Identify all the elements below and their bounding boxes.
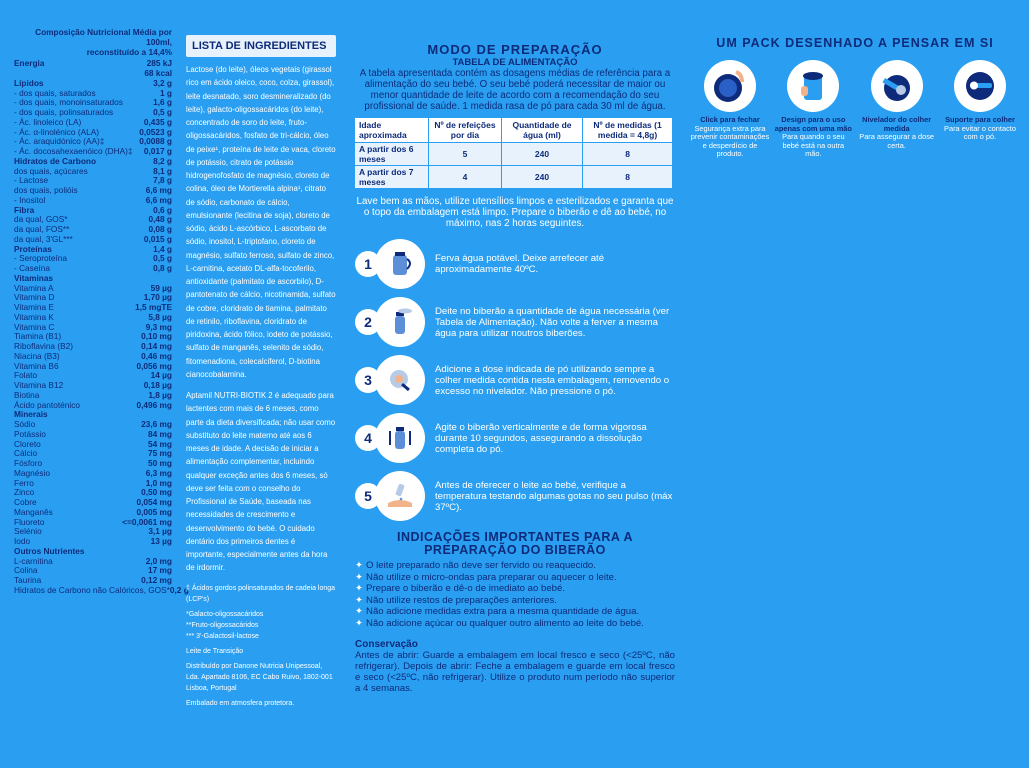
spoon-leveler-icon: [871, 60, 923, 112]
nutrient-value: 0,08 g: [148, 224, 172, 234]
table-row: [14, 196, 172, 206]
nutrient-label: - dos quais, saturados: [14, 87, 96, 98]
nutrient-value: 75 mg: [148, 448, 172, 459]
wrist-test-icon: [375, 471, 425, 521]
nutrient-value: 3,2 g: [153, 77, 172, 88]
sparkle-icon: ✦: [355, 594, 364, 606]
step-1: [355, 235, 675, 293]
nutrient-value: 1,4 g: [153, 243, 172, 254]
nutrient-value: 0,14 mg: [141, 341, 172, 351]
nutrient-label: Hidratos de Carbono não Calóricos, GOS*: [14, 584, 170, 595]
list-item: ✦ Não adicione açúcar ou qualquer outro alimento ao leite do bebé.: [355, 617, 644, 629]
sparkle-icon: ✦: [355, 606, 364, 617]
pack-features: [690, 60, 1020, 159]
click-lid-icon: [704, 60, 756, 112]
nutrient-value: 0,0523 g: [139, 126, 172, 137]
kettle-icon: [375, 239, 425, 289]
nutrient-label: - Ác. linoleico (LA): [14, 116, 82, 127]
list-item: ✦ Não adicione medidas extra para a mesma quantidade de água.: [355, 606, 640, 617]
nutrient-value: 1,0 mg: [145, 477, 172, 488]
nutrient-label: Manganês: [14, 506, 53, 517]
bottle-fill-icon: [375, 297, 425, 347]
nutrient-label: - dos quais, monoinsaturados: [14, 97, 123, 108]
list-item: ✦ O leite preparado não deve ser fervido ou reaquecido.: [355, 560, 596, 571]
nutrient-label: - Ác. araquidónico (AA)‡: [14, 136, 105, 147]
list-item: ✦ Prepare o biberão e dê-o de imediato ao bebé.: [355, 583, 565, 594]
nutrient-value: 50 mg: [148, 458, 172, 468]
step-number: 5: [355, 483, 381, 509]
nutrient-value: 0,054 mg: [136, 497, 172, 507]
nutrient-value: 0,5 g: [153, 253, 172, 264]
step-number: 3: [355, 367, 381, 393]
nutrient-value: 1,6 g: [153, 97, 172, 108]
pack-feature-holder: Suporte para colher Para evitar o contacto com o pó.: [940, 60, 1020, 159]
step-text: Deite no biberão a quantidade de água necessária (ver Tabela de Alimentação). Não volte a ferver a mesma água para utilizar noutros biberões.: [435, 305, 670, 339]
pack-title: UM PACK DESENHADO A PENSAR EM SI: [716, 36, 994, 50]
nutrient-label: Hidratos de Carbono: [14, 155, 97, 166]
feeding-header-age: Idade aproximada: [355, 118, 429, 143]
pack-feature-onehand: Design para o uso apenas com uma mão Para quando o seu bebé está na outra mão.: [773, 60, 853, 159]
nutrient-value: 1,5 mgTE: [135, 302, 172, 312]
feeding-table-title: TABELA DE ALIMENTAÇÃO: [452, 57, 578, 68]
nutrient-label: Vitamina B12: [14, 380, 64, 390]
step-5: [355, 467, 675, 525]
nutrient-label: Proteínas: [14, 243, 52, 254]
step-4: [355, 409, 675, 467]
ingredients-text: Lactose (do leite), óleos vegetais (girassol rico em ácido oleico, coco, colza, girassol), leite desnatado, soro desmineralizado (do leite), galacto-oligossacáridos (do leite), concentrado de soro do leite, fruto-oligossacáridos, fosfato de tri-cálcio, óleo de peixe¹, proteína de leite de vaca, cloreto de potássio, citrato de potássio hidrogenofosfato de magnésio, cloreto de colina, óleo de Mortierella alpina¹, citrato de sódio, carbonato de cálcio, emulsionante (lecitina de soja), cloreto de sódio, ácido L-ascórbico, L-ascorbato de sódio, inositol, L-triptofano, cloreto de magnésio, sulfato ferroso, sulfato de zinco, L-carnitina, acetato DL-alfa-tocoferilo, antioxidante (palmitato de ascorbilo), D-pantotenato de cálcio, nicotinamida, sulfato de cobre, cloridrato de tiamina, palmitato de retinilo, riboflavina, cloridrato de piridoxina, ácido fólico, iodeto de potássio, sulfato de manganês, selenito de sódio, fitomenadiona, colecalciferol, D-biotina cianocobalamina.: [186, 65, 336, 379]
nutrient-label: Energia: [14, 58, 45, 69]
nutrient-value: 1,70 µg: [143, 292, 172, 303]
nutrient-label: Biotina: [14, 389, 40, 400]
packaging-note: Embalado em atmosfera protetora.: [186, 699, 295, 707]
nutrient-value: 59 µg: [150, 282, 172, 293]
feeding-table: [355, 118, 673, 188]
nutrient-value: 68 kcal: [144, 68, 172, 78]
table-row: [14, 527, 172, 537]
product-advice-text: Aptamil NUTRI-BIOTIK 2 é adequado para lactentes com mais de 6 meses, como parte da dieta diversificada; não usar como substituto do leite materno até aos 6 meses de idade. A decisão de iniciar a alimentação complementar, incluindo qualquer exceção antes dos 6 meses, só deve ser feita com o conselho do Profissional de Saúde, baseada nas necessidades de crescimento e desenvolvimento do bebé. O cuidado dentário dos primeiros dentes é importante, especialmente antes da hora de irdormir.: [186, 391, 336, 573]
scoop-icon: [375, 355, 425, 405]
spoon-holder-icon: [954, 60, 1006, 112]
nutrient-value: 0,005 mg: [136, 506, 172, 517]
nutrient-label: Magnésio: [14, 467, 50, 478]
sparkle-icon: ✦: [355, 583, 364, 594]
nutrient-label: da qual, 3'GL***: [14, 233, 73, 244]
pack-feature-leveler: Nivelador do colher medida Para assegurar a dose certa.: [857, 60, 937, 159]
nutrient-label: Vitamina D: [14, 292, 55, 303]
shake-bottle-icon: [375, 413, 425, 463]
feeding-header-scoops: Nº de medidas (1 medida = 4,8g): [583, 118, 673, 143]
sparkle-icon: ✦: [355, 571, 364, 583]
nutrient-label: L-carnitina: [14, 555, 53, 566]
feeding-header-meals: Nº de refeições por dia: [429, 118, 502, 143]
nutrient-label: - Lactose: [14, 175, 49, 186]
nutrient-label: - Inositol: [14, 194, 46, 205]
table-row: [14, 362, 172, 372]
step-text: Adicione a dose indicada de pó utilizando sempre a colher medida contida nesta embalagem, removendo o excesso no nivelador. Não pressione o pó.: [435, 363, 670, 397]
nutrient-value: 3,1 µg: [148, 526, 172, 537]
nutrient-value: 5,8 µg: [148, 311, 172, 322]
nutrition-rows: [14, 58, 189, 595]
nutrient-value: 6,3 mg: [145, 467, 172, 478]
nutrient-value: 0,46 mg: [141, 350, 172, 361]
nutrient-value: 0,496 mg: [136, 399, 172, 410]
indications-list: [355, 560, 675, 629]
nutrient-value: 8,2 g: [153, 155, 172, 166]
nutrient-value: 0,6 g: [153, 204, 172, 215]
nutrient-value: 8,1 g: [153, 165, 172, 176]
nutrition-table: [14, 27, 189, 596]
distributor-info: Distribuído por Danone Nutricia Unipessoal, Lda. Apartado 8106, EC Cabo Ruivo, 1802-001 Lisboa, Portugal: [186, 662, 333, 692]
nutrient-value: 0,12 mg: [141, 575, 172, 585]
nutrient-label: Vitamina A: [14, 282, 54, 293]
nutrient-value: 0,5 g: [153, 107, 172, 117]
feeding-intro: A tabela apresentada contém as dosagens médias de referência para a alimentação do seu bebé. O seu bebé poderá necessitar de maior ou menor quantidade de leite de acordo com a recomendação do seu profissional de saúde. 1 medida rasa de pó para cada 30 ml de água.: [359, 68, 671, 112]
nutrient-value: 6,6 mg: [145, 194, 172, 205]
ingredients-section: [186, 35, 336, 713]
nutrient-value: 2,0 mg: [145, 555, 172, 566]
preparation-section: [355, 42, 675, 694]
nutrient-label: Lípidos: [14, 77, 44, 88]
preparation-title: MODO DE PREPARAÇÃO: [427, 42, 603, 57]
footnote-lcp: ‡ Ácidos gordos polinsaturados de cadeia longa (LCP's): [186, 584, 336, 603]
pack-feature-click: Click para fechar Segurança extra para prevenir contaminações e desperdício de produto.: [690, 60, 770, 159]
step-number: 2: [355, 309, 381, 335]
sparkle-icon: ✦: [355, 617, 364, 629]
nutrient-value: 1 g: [160, 87, 172, 98]
nutrient-label: Colina: [14, 565, 38, 576]
nutrient-label: Iodo: [14, 536, 31, 546]
nutrient-label: da qual, GOS*: [14, 214, 68, 225]
nutrient-value: 0,015 g: [143, 233, 172, 244]
nutrient-label: Vitamina E: [14, 302, 54, 312]
nutrition-header: Composição Nutricional Média por 100ml, reconstituído a 14,4%: [35, 27, 172, 57]
nutrient-value: 0,48 g: [148, 214, 172, 225]
nutrient-label: - Seroproteína: [14, 253, 68, 264]
pack-design-section: [690, 36, 1020, 159]
nutrient-label: - Caseína: [14, 263, 50, 273]
nutrient-label: Cálcio: [14, 448, 38, 459]
step-2: [355, 293, 675, 351]
step-text: Agite o biberão verticalmente e de forma vigorosa durante 10 segundos, assegurando a dissolução completa do pó.: [435, 421, 647, 455]
ingredients-title: LISTA DE INGREDIENTES: [186, 35, 336, 57]
nutrient-value: 0,18 µg: [143, 380, 172, 390]
step-3: [355, 351, 675, 409]
nutrient-value: 13 µg: [150, 536, 172, 546]
nutrient-value: 0,8 g: [153, 263, 172, 273]
nutrient-label: Ácido pantoténico: [14, 399, 80, 410]
product-type: Leite de Transição: [186, 647, 244, 655]
list-item: ✦ Não utilize o micro-ondas para preparar ou aquecer o leite.: [355, 571, 617, 583]
nutrient-label: Cobre: [14, 497, 37, 507]
step-number: 1: [355, 251, 381, 277]
nutrient-label: Niacina (B3): [14, 350, 60, 361]
nutrient-value: 0,50 mg: [141, 487, 172, 498]
nutrient-label: Minerais: [14, 409, 48, 420]
nutrient-label: Riboflavina (B2): [14, 341, 74, 351]
nutrient-label: dos quais, polióis: [14, 185, 78, 195]
nutrient-label: Taurina: [14, 575, 42, 585]
nutrient-label: Zinco: [14, 487, 35, 498]
table-row: [14, 584, 189, 596]
nutrient-value: <=0,0061 mg: [122, 516, 172, 527]
hygiene-text: Lave bem as mãos, utilize utensílios limpos e esterilizados e garanta que o topo da embalagem está limpo. Prepare o biberão e dê ao bebé, no máximo, nas 2 horas seguintes.: [356, 196, 674, 229]
nutrient-value: 84 mg: [148, 428, 172, 439]
nutrient-label: da qual, FOS**: [14, 224, 70, 234]
nutrient-label: Tiamina (B1): [14, 331, 62, 342]
preparation-steps: [355, 235, 675, 525]
nutrient-label: Fibra: [14, 204, 35, 215]
one-hand-design-icon: [787, 60, 839, 112]
table-row: A partir dos 7 meses 4 240 8: [355, 166, 673, 189]
nutrient-label: Ferro: [14, 477, 34, 488]
sparkle-icon: ✦: [355, 560, 364, 571]
step-text: Ferva água potável. Deixe arrefecer até aproximadamente 40ºC.: [435, 253, 605, 275]
nutrient-label: Folato: [14, 370, 38, 381]
nutrient-value: 0,0088 g: [139, 136, 172, 147]
step-number: 4: [355, 425, 381, 451]
nutrient-label: Vitamina C: [14, 321, 55, 332]
nutrient-value: 54 mg: [148, 438, 172, 449]
nutrient-label: Outros Nutrientes: [14, 545, 85, 556]
table-row: A partir dos 6 meses 5 240 8: [355, 143, 673, 166]
nutrient-label: - dos quais, polinsaturados: [14, 107, 114, 117]
nutrient-label: dos quais, açúcares: [14, 165, 88, 176]
indications-title: INDICAÇÕES IMPORTANTES PARA A PREPARAÇÃO DO BIBERÃO: [396, 530, 634, 557]
nutrient-value: 0,435 g: [143, 116, 172, 127]
nutrient-label: Cloreto: [14, 438, 41, 449]
nutrient-label: Vitamina B6: [14, 360, 59, 371]
nutrient-label: Vitaminas: [14, 272, 54, 283]
feeding-header-water: Quantidade de água (ml): [501, 118, 582, 143]
nutrient-value: 6,6 mg: [145, 185, 172, 195]
nutrient-value: 9,3 mg: [145, 321, 172, 332]
conservation-title: Conservação: [355, 639, 418, 650]
nutrient-label: Fósforo: [14, 458, 43, 468]
list-item: ✦ Não utilize restos de preparações anteriores.: [355, 594, 557, 606]
nutrient-value: 0,056 mg: [136, 360, 172, 371]
nutrient-label: Potássio: [14, 428, 46, 439]
nutrient-label: Vitamina K: [14, 311, 54, 322]
nutrient-value: 0,017 g: [143, 146, 172, 156]
footnote-gos: *Galacto-oligossacáridos: [186, 610, 264, 618]
nutrient-value: 0,2 g: [169, 584, 189, 595]
nutrient-value: 7,8 g: [153, 175, 172, 186]
nutrient-value: 17 mg: [148, 565, 172, 576]
nutrient-value: 1,8 µg: [148, 389, 172, 400]
nutrient-value: 285 kJ: [146, 58, 172, 69]
footnote-fos: **Fruto-oligossacáridos: [186, 621, 259, 629]
conservation-text: Antes de abrir: Guarde a embalagem em local fresco e seco (<25ºC, não refrigerar). Depois de abrir: Feche a embalagem e guarde em local fresco e seco (<25ºC, não refrigerar). Utilize o produto num período não superior a 4 semanas.: [355, 650, 675, 694]
nutrient-value: 0,10 mg: [141, 331, 172, 342]
nutrient-label: Fluoreto: [14, 516, 45, 527]
nutrient-value: 14 µg: [150, 370, 172, 381]
nutrient-label: - Ác. docosahexaenóico (DHA)‡: [14, 146, 133, 156]
footnote-3gl: *** 3'-Galactosil-lactose: [186, 632, 259, 640]
nutrient-label: Selénio: [14, 526, 42, 537]
step-text: Antes de oferecer o leite ao bebé, verifique a temperatura testando algumas gotas no seu pulso (máx 37ºC).: [435, 479, 673, 513]
nutrient-value: 23,6 mg: [141, 419, 172, 429]
nutrient-label: Sódio: [14, 419, 36, 429]
nutrient-label: - Ác. α-linolénico (ALA): [14, 126, 100, 137]
